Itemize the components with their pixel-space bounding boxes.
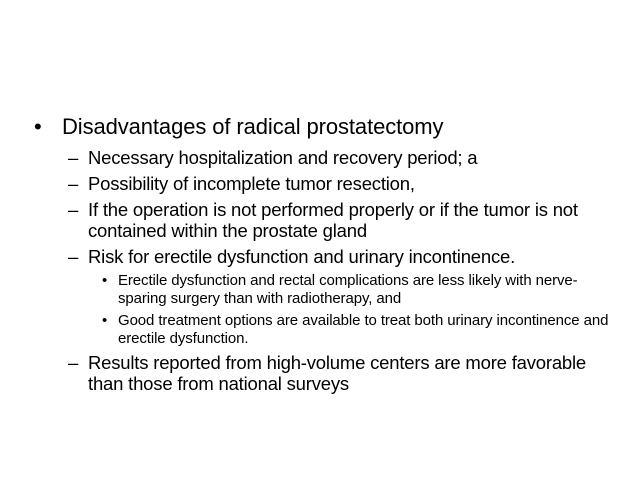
list-item — [34, 199, 624, 241]
list-item-text: Disadvantages of radical prostatectomy — [62, 114, 444, 139]
bullet-dash-icon: – — [68, 199, 79, 220]
list-item — [34, 352, 624, 394]
list-item-text: Risk for erectile dysfunction and urinary incontinence. — [88, 246, 516, 267]
list-item — [34, 113, 624, 141]
list-item-text: Results reported from high-volume centers are more favorable than those from national surveys — [88, 352, 587, 394]
list-item — [34, 147, 624, 168]
list-item — [34, 312, 624, 348]
bullet-dash-icon: – — [68, 147, 79, 168]
bullet-dot-icon: • — [102, 312, 108, 329]
list-item-text: Erectile dysfunction and rectal complications are less likely with nerve-sparing surgery than with radiotherapy, and — [118, 272, 578, 307]
list-item-text: If the operation is not performed properly or if the tumor is not contained within the prostate gland — [88, 199, 578, 241]
list-item-text: Good treatment options are available to treat both urinary incontinence and erectile dysfunction. — [118, 312, 609, 347]
list-item — [34, 246, 624, 267]
bullet-dot-icon: • — [34, 114, 42, 139]
bullet-dash-icon: – — [68, 246, 79, 267]
bullet-dash-icon: – — [68, 352, 79, 373]
bullet-dot-icon: • — [102, 272, 108, 289]
bullet-dash-icon: – — [68, 173, 79, 194]
list-item — [34, 173, 624, 194]
bullet-list — [34, 113, 624, 399]
list-item-text: Possibility of incomplete tumor resection, — [88, 173, 415, 194]
list-item — [34, 272, 624, 308]
list-item-text: Necessary hospitalization and recovery period; a — [88, 147, 478, 168]
